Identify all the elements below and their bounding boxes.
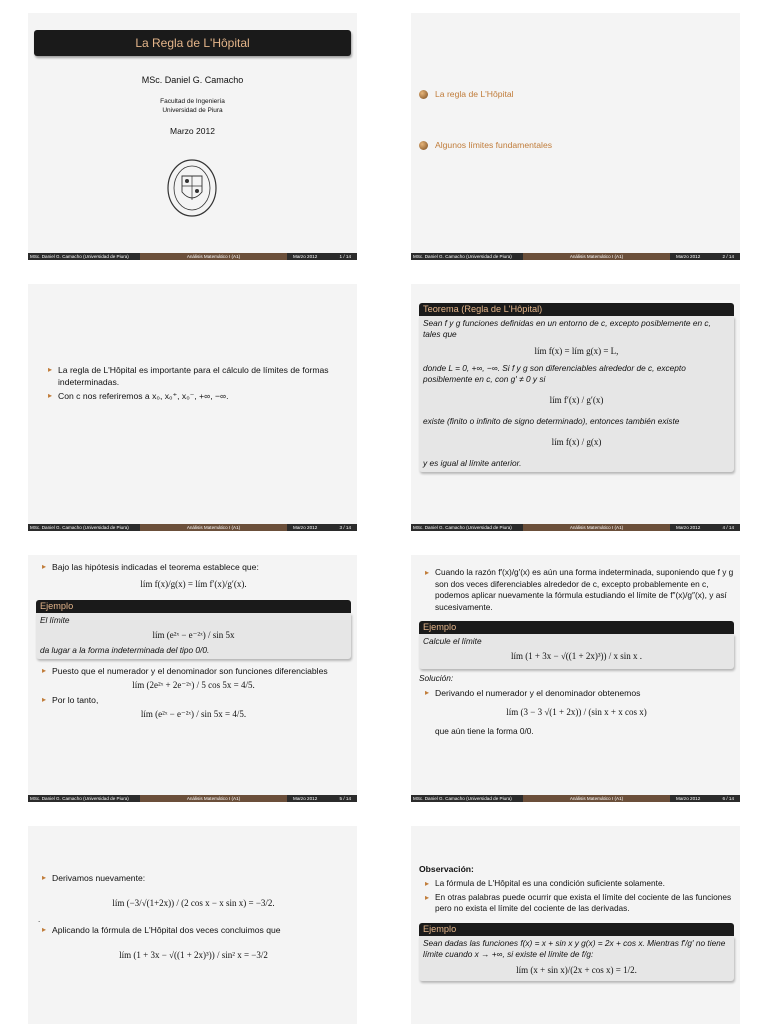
toc-item-2[interactable] xyxy=(419,140,552,150)
footer-course: Análisis Matemático I (A1) xyxy=(523,524,670,531)
formula: lím (2e²ˣ + 2e⁻²ˣ) / 5 cos 5x = 4/5. xyxy=(132,680,255,690)
bullet-item: ▸ La fórmula de L'Hôpital es una condición suficiente solamente. xyxy=(419,878,734,890)
example-block xyxy=(419,621,734,669)
slide-title: La Regla de L'Hôpital xyxy=(34,30,351,56)
bullet-item: ▸ Bajo las hipótesis indicadas el teorema establece que: xyxy=(36,561,351,573)
theorem-block xyxy=(419,303,734,472)
example-text: Sean dadas las funciones f(x) = x + sin x y g(x) = 2x + cos x. Mientras f′/g′ no tiene límite cuando x → +∞, si existe el límite de f/g: xyxy=(423,937,726,959)
bullet-ball-icon xyxy=(419,90,428,99)
bullet-item: ▸ La regla de L'Hôpital es importante para el cálculo de límites de formas indeterminadas. xyxy=(42,364,343,388)
formula: lím (−3/√(1+2x)) / (2 cos x − x sin x) = −3/2. xyxy=(112,898,275,908)
slide-6 xyxy=(411,555,740,802)
page-number: 4 / 14 xyxy=(722,525,734,530)
footer-course: Análisis Matemático I (A1) xyxy=(523,253,670,260)
page-number: 3 / 14 xyxy=(339,525,351,530)
footer-date: Marzo 2012 xyxy=(676,525,701,530)
formula: lím (x + sin x)/(2x + cos x) = 1/2. xyxy=(516,964,637,975)
footer xyxy=(28,253,357,260)
bullet-item: ▸ Derivando el numerador y el denominador obtenemos xyxy=(419,687,734,699)
footer-author: MSc. Daniel G. Camacho (Universidad de Piura) xyxy=(411,524,523,531)
footer xyxy=(28,795,357,802)
formula: lím f(x) / g(x) xyxy=(551,437,602,447)
formula: lím f(x)/g(x) = lím f′(x)/g′(x). xyxy=(140,579,247,589)
footer-author: MSc. Daniel G. Camacho (Universidad de Piura) xyxy=(28,524,140,531)
footer-date: Marzo 2012 xyxy=(676,796,701,801)
footer-course: Análisis Matemático I (A1) xyxy=(140,253,287,260)
block-title: Ejemplo xyxy=(36,600,351,613)
stray-dot: . xyxy=(38,915,41,924)
toc-item-1[interactable] xyxy=(419,89,514,99)
example-text: Calcule el límite xyxy=(423,636,482,646)
toc-label: La regla de L'Hôpital xyxy=(435,89,514,99)
formula: lím f′(x) / g′(x) xyxy=(549,395,604,405)
page-number: 5 / 14 xyxy=(339,796,351,801)
footer-course: Análisis Matemático I (A1) xyxy=(523,795,670,802)
university-seal-icon xyxy=(166,158,218,218)
example-block xyxy=(419,923,734,981)
footer xyxy=(411,253,740,260)
author: MSc. Daniel G. Camacho xyxy=(141,75,244,85)
footer-course: Análisis Matemático I (A1) xyxy=(140,524,287,531)
presentation-date: Marzo 2012 xyxy=(170,126,215,136)
slide-7 xyxy=(28,826,357,1024)
institution-faculty: Facultad de Ingeniería xyxy=(160,98,225,105)
bullet-item: ▸ Con c nos referiremos a x₀, x₀⁺, x₀⁻, +∞, −∞. xyxy=(42,390,343,402)
page-number: 2 / 14 xyxy=(722,254,734,259)
solution-label: Solución: xyxy=(419,673,454,683)
body-text: que aún tiene la forma 0/0. xyxy=(435,726,534,736)
footer xyxy=(411,524,740,531)
footer-author: MSc. Daniel G. Camacho (Universidad de Piura) xyxy=(411,795,523,802)
slide-2 xyxy=(411,13,740,260)
toc-label: Algunos límites fundamentales xyxy=(435,140,553,150)
page-number: 1 / 14 xyxy=(339,254,351,259)
institution-university: Universidad de Piura xyxy=(162,107,223,114)
formula: lím (e²ˣ − e⁻²ˣ) / sin 5x = 4/5. xyxy=(140,709,247,719)
formula: lím (e²ˣ − e⁻²ˣ) / sin 5x xyxy=(152,630,235,640)
theorem-text: Sean f y g funciones definidas en un entorno de c, excepto posiblemente en c, tales que xyxy=(423,318,711,339)
footer xyxy=(411,795,740,802)
example-block xyxy=(36,600,351,659)
footer-author: MSc. Daniel G. Camacho (Universidad de Piura) xyxy=(28,253,140,260)
theorem-text: existe (finito o infinito de signo determinado), entonces también existe xyxy=(423,416,680,426)
footer-author: MSc. Daniel G. Camacho (Universidad de Piura) xyxy=(28,795,140,802)
formula: lím f(x) = lím g(x) = L, xyxy=(534,346,619,356)
observation-heading: Observación: xyxy=(419,864,474,874)
footer-date: Marzo 2012 xyxy=(676,254,701,259)
footer-author: MSc. Daniel G. Camacho (Universidad de Piura) xyxy=(411,253,523,260)
slide-5 xyxy=(28,555,357,802)
example-text: El límite xyxy=(40,615,70,625)
bullet-item: ▸ En otras palabras puede ocurrir que exista el límite del cociente de las funciones pero no exista el límite del cociente de las derivadas. xyxy=(419,892,734,915)
block-title: Ejemplo xyxy=(419,621,734,634)
bullet-item: ▸ Cuando la razón f′(x)/g′(x) es aún una forma indeterminada, suponiendo que f y g son dos veces diferenciables alrededor de c, excepto probablemente en c, podemos aplicar nuevamente la fórmula estudiando el límite de f″(x)/g″(x), y así sucesivamente. xyxy=(419,567,734,613)
slide-8 xyxy=(411,826,740,1024)
theorem-text: y es igual al límite anterior. xyxy=(423,458,522,468)
bullet-item: ▸ Aplicando la fórmula de L'Hôpital dos veces concluimos que xyxy=(36,924,351,936)
footer-date: Marzo 2012 xyxy=(293,254,318,259)
slide-3 xyxy=(28,284,357,531)
bullet-item: ▸ Derivamos nuevamente: xyxy=(36,872,351,884)
example-text: da lugar a la forma indeterminada del tipo 0/0. xyxy=(40,645,210,655)
footer-date: Marzo 2012 xyxy=(293,525,318,530)
slide-4 xyxy=(411,284,740,531)
block-title: Teorema (Regla de L'Hôpital) xyxy=(419,303,734,316)
footer-date: Marzo 2012 xyxy=(293,796,318,801)
formula: lím (3 − 3 √(1 + 2x)) / (sin x + x cos x) xyxy=(506,707,647,717)
bullet-item: ▸ Por lo tanto, xyxy=(36,694,351,706)
footer-course: Análisis Matemático I (A1) xyxy=(140,795,287,802)
page-number: 6 / 14 xyxy=(722,796,734,801)
footer xyxy=(28,524,357,531)
slide-1 xyxy=(28,13,357,260)
formula: lím (1 + 3x − √((1 + 2x)³)) / sin² x = −3/2 xyxy=(119,950,268,960)
bullet-item: ▸ Puesto que el numerador y el denominador son funciones diferenciables xyxy=(36,665,351,677)
formula: lím (1 + 3x − √((1 + 2x)³)) / x sin x . xyxy=(510,651,643,661)
theorem-text: donde L = 0, +∞, −∞. Si f y g son diferenciables alrededor de c, excepto posiblemente en c, con g′ ≠ 0 y si xyxy=(423,363,686,384)
bullet-ball-icon xyxy=(419,141,428,150)
block-title: Ejemplo xyxy=(419,923,734,936)
